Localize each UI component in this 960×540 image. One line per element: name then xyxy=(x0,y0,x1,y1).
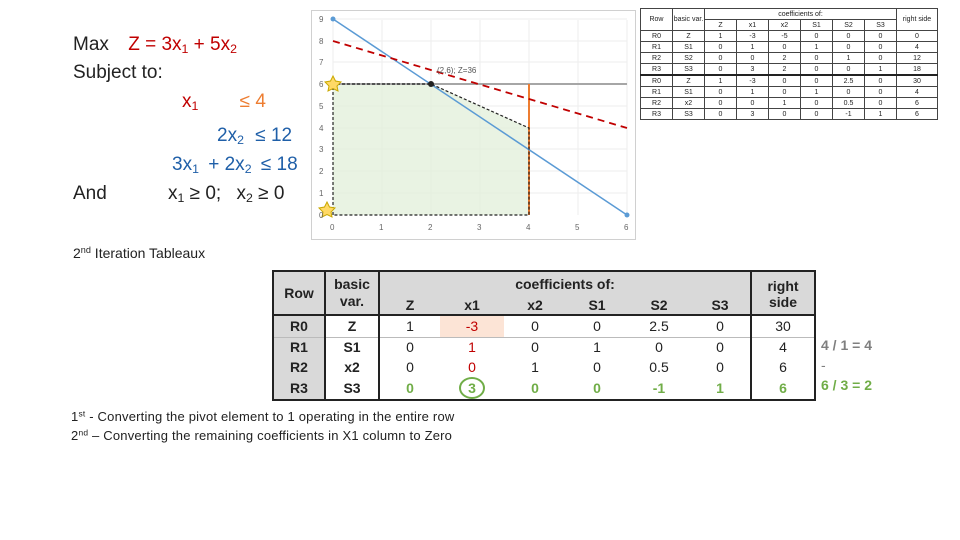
x-tick: 6 xyxy=(624,223,629,232)
max-label: Max xyxy=(73,34,109,55)
mini-basic-header: basic var. xyxy=(673,9,705,31)
cell: 1 xyxy=(531,359,539,375)
mini-cell: 12 xyxy=(897,53,938,64)
mini-cell: 0 xyxy=(801,109,833,120)
constraint-3-end-point xyxy=(625,213,630,218)
y-tick: 4 xyxy=(319,124,324,133)
mini-table-row xyxy=(641,53,938,64)
mini-cell: R0 xyxy=(641,75,673,87)
y-tick: 5 xyxy=(319,102,324,111)
c3-a: 3x xyxy=(172,154,193,175)
row-label: R0 xyxy=(273,315,325,337)
mini-cell: 0 xyxy=(705,87,737,98)
c3-rel: ≤ 18 xyxy=(260,154,298,175)
mini-cell: 0 xyxy=(769,42,801,53)
cell: 0.5 xyxy=(649,359,669,375)
mini-cell: S3 xyxy=(673,109,705,120)
mini-cell: x2 xyxy=(673,98,705,109)
row-label: R2 xyxy=(273,357,325,377)
mini-cell: 0 xyxy=(801,53,833,64)
cell: 0 xyxy=(566,377,628,400)
rhs-cell: 6 xyxy=(751,357,815,377)
x-tick: 0 xyxy=(330,223,335,232)
col-header-x1: x1 xyxy=(440,295,504,315)
mini-cell: 0 xyxy=(705,64,737,76)
mini-cell: 2 xyxy=(769,53,801,64)
main-tableau-table xyxy=(272,270,816,401)
mini-cell: 1 xyxy=(801,87,833,98)
nn-a-rel: ≥ 0; xyxy=(189,183,222,204)
mini-coef-header: coefficients of: xyxy=(705,9,897,20)
mini-table-row xyxy=(641,98,938,109)
cell: 0 xyxy=(655,339,663,356)
subject-to-label: Subject to: xyxy=(73,62,163,83)
mini-cell: 4 xyxy=(897,87,938,98)
note-1-sup: st xyxy=(78,408,86,419)
mini-tableau-table xyxy=(640,8,938,120)
mini-cell: 0 xyxy=(865,98,897,109)
x-tick: 4 xyxy=(526,223,531,232)
mini-cell: 3 xyxy=(737,64,769,76)
mini-cell: 0 xyxy=(833,64,865,76)
nonnegativity xyxy=(168,184,284,204)
main-tableau xyxy=(272,270,816,401)
mini-cell: 0 xyxy=(705,53,737,64)
cell: 0 xyxy=(716,339,724,356)
note-1 xyxy=(71,409,454,424)
mini-cell: 2.5 xyxy=(833,75,865,87)
cell: 0 xyxy=(379,377,440,400)
col-header-x2: x2 xyxy=(504,295,566,315)
mini-cell: 6 xyxy=(897,98,938,109)
and-label: And xyxy=(73,183,107,204)
mini-cell: 1 xyxy=(737,87,769,98)
cell: 0 xyxy=(531,339,539,356)
mini-cell: 0 xyxy=(865,87,897,98)
table-row-r3 xyxy=(273,377,815,400)
cell: 2.5 xyxy=(649,318,669,335)
cell: 0 xyxy=(593,359,601,375)
section-title-sup: nd xyxy=(80,245,91,255)
basic-var-header: basic var. xyxy=(325,271,379,315)
mini-cell: 3 xyxy=(737,109,769,120)
mini-col-header: S1 xyxy=(801,20,833,31)
basic-var: S1 xyxy=(325,337,379,357)
mini-table-row xyxy=(641,109,938,120)
rhs-cell: 4 xyxy=(751,337,815,357)
section-title-text: Iteration Tableaux xyxy=(90,245,206,261)
constraint-1 xyxy=(182,92,266,112)
mini-cell: -1 xyxy=(833,109,865,120)
mini-cell: -3 xyxy=(737,31,769,42)
mini-cell: R3 xyxy=(641,64,673,76)
mini-cell: -5 xyxy=(769,31,801,42)
row-header: Row xyxy=(273,271,325,315)
section-title xyxy=(73,245,205,261)
cell: 0 xyxy=(531,318,539,335)
mini-cell: 1 xyxy=(801,42,833,53)
cell-entering-x1: -3 xyxy=(440,315,504,337)
table-row-r2 xyxy=(273,357,815,377)
mini-table-row xyxy=(641,31,938,42)
note-1-num: 1 xyxy=(71,409,79,424)
mini-cell: 1 xyxy=(705,31,737,42)
mini-cell: 0 xyxy=(801,75,833,87)
mini-cell: -3 xyxy=(737,75,769,87)
mini-cell: S2 xyxy=(673,53,705,64)
section-title-pre: 2 xyxy=(73,245,81,261)
mini-cell: 0 xyxy=(897,31,938,42)
mini-table-row xyxy=(641,87,938,98)
x-tick: 2 xyxy=(428,223,433,232)
mini-cell: 1 xyxy=(705,75,737,87)
mini-table-row xyxy=(641,42,938,53)
mini-cell: 18 xyxy=(897,64,938,76)
mini-col-header: S3 xyxy=(865,20,897,31)
cell: 1 xyxy=(690,377,751,400)
table-row-r0 xyxy=(273,315,815,337)
nn-b-sub: 2 xyxy=(246,191,253,206)
ratio-r3: 6 / 3 = 2 xyxy=(821,377,872,393)
cell: 1 xyxy=(468,339,476,356)
mini-cell: Z xyxy=(673,31,705,42)
mini-cell: S1 xyxy=(673,87,705,98)
mini-cell: 0 xyxy=(865,31,897,42)
mini-cell: R2 xyxy=(641,98,673,109)
mini-cell: R3 xyxy=(641,109,673,120)
cell: 0 xyxy=(379,357,440,377)
mini-rhs-header: right side xyxy=(897,9,938,31)
mini-cell: R0 xyxy=(641,31,673,42)
y-tick: 9 xyxy=(319,15,324,24)
constraint-2 xyxy=(217,126,292,146)
c1-sub: 1 xyxy=(191,99,199,114)
row-label: R3 xyxy=(273,377,325,400)
mini-cell: S3 xyxy=(673,64,705,76)
mini-cell: 1 xyxy=(865,109,897,120)
x-tick: 1 xyxy=(379,223,384,232)
y-tick: 8 xyxy=(319,37,324,46)
c3-b-sub: 2 xyxy=(244,162,252,177)
mini-cell: 6 xyxy=(897,109,938,120)
col-header-s2: S2 xyxy=(628,295,690,315)
c2-lhs: 2x xyxy=(217,125,238,146)
cell: 0 xyxy=(716,318,724,335)
col-header-s1: S1 xyxy=(566,295,628,315)
cell: 0 xyxy=(468,359,476,375)
ratio-r1: 4 / 1 = 4 xyxy=(821,337,872,353)
mini-col-header: x1 xyxy=(737,20,769,31)
pivot-element: 3 xyxy=(459,377,485,399)
mini-cell: 30 xyxy=(897,75,938,87)
mini-cell: 0 xyxy=(801,31,833,42)
note-2-sup: nd xyxy=(78,427,89,438)
mini-cell: 4 xyxy=(897,42,938,53)
mini-col-header: S2 xyxy=(833,20,865,31)
note-2-num: 2 xyxy=(71,428,79,443)
basic-var: S3 xyxy=(325,377,379,400)
mini-cell: R1 xyxy=(641,42,673,53)
mini-table-row xyxy=(641,75,938,87)
constraint-3 xyxy=(172,155,298,175)
mini-cell: 1 xyxy=(865,64,897,76)
mini-cell: 0 xyxy=(769,109,801,120)
mini-cell: 0 xyxy=(705,42,737,53)
mini-cell: 0 xyxy=(801,64,833,76)
optimal-point xyxy=(428,81,434,87)
y-tick: 1 xyxy=(319,189,324,198)
x-tick: 3 xyxy=(477,223,482,232)
col-header-z: Z xyxy=(379,295,440,315)
rhs-header: right side xyxy=(751,271,815,315)
rhs-cell: 6 xyxy=(751,377,815,400)
optimal-point-label: (2,6); Z=36 xyxy=(437,66,477,75)
mini-cell: 0 xyxy=(833,31,865,42)
mini-col-header: Z xyxy=(705,20,737,31)
c3-b: + 2x xyxy=(208,154,245,175)
mini-table-row xyxy=(641,64,938,76)
coef-header: coefficients of: xyxy=(379,271,751,295)
y-tick: 7 xyxy=(319,58,324,67)
mini-cell: 1 xyxy=(833,53,865,64)
mini-cell: 0 xyxy=(865,75,897,87)
mini-cell: 0 xyxy=(737,98,769,109)
col-header-s3: S3 xyxy=(690,295,751,315)
basic-var: x2 xyxy=(325,357,379,377)
nn-b: x xyxy=(236,183,246,204)
mini-cell: 2 xyxy=(769,64,801,76)
note-2 xyxy=(71,428,452,443)
mini-cell: 1 xyxy=(737,42,769,53)
nn-b-rel: ≥ 0 xyxy=(258,183,285,204)
feasible-region-graph xyxy=(311,10,636,240)
pivot-cell xyxy=(440,377,504,400)
mini-cell: 1 xyxy=(769,98,801,109)
row-label: R1 xyxy=(273,337,325,357)
cell: 0 xyxy=(593,318,601,335)
mini-cell: 0 xyxy=(865,42,897,53)
basic-var: Z xyxy=(325,315,379,337)
mini-cell: R2 xyxy=(641,53,673,64)
mini-cell: 0 xyxy=(801,98,833,109)
x-tick: 5 xyxy=(575,223,580,232)
mini-cell: 0.5 xyxy=(833,98,865,109)
table-row-r1 xyxy=(273,337,815,357)
objective-line xyxy=(73,35,237,55)
y-tick: 6 xyxy=(319,80,324,89)
mini-cell: 0 xyxy=(705,109,737,120)
note-2-text: – Converting the remaining coefficients in X1 column to Zero xyxy=(88,428,453,443)
c2-sub: 2 xyxy=(237,133,244,148)
mini-cell: 0 xyxy=(769,75,801,87)
mini-cell: 0 xyxy=(769,87,801,98)
y-tick: 2 xyxy=(319,167,324,176)
note-1-text: - Converting the pivot element to 1 operating in the entire row xyxy=(85,409,455,424)
cell: 0 xyxy=(379,337,440,357)
cell: 0 xyxy=(716,359,724,375)
ratio-r2: - xyxy=(821,357,826,373)
cell: 0 xyxy=(504,377,566,400)
constraint-3-start-point xyxy=(331,17,336,22)
cell: -1 xyxy=(628,377,690,400)
mini-cell: 0 xyxy=(705,98,737,109)
mini-cell: 0 xyxy=(737,53,769,64)
cell: 1 xyxy=(379,315,440,337)
y-tick: 0 xyxy=(319,211,324,220)
mini-cell: 0 xyxy=(833,87,865,98)
rhs-cell: 30 xyxy=(751,315,815,337)
mini-tableau xyxy=(640,8,938,120)
c1-lhs: x xyxy=(182,91,192,112)
objective-function: $Z = 3x_1 + 5x_2$ xyxy=(128,34,237,57)
mini-col-header: x2 xyxy=(769,20,801,31)
mini-cell: 0 xyxy=(865,53,897,64)
y-tick: 3 xyxy=(319,145,324,154)
c2-rel: ≤ 12 xyxy=(255,125,293,146)
mini-cell: R1 xyxy=(641,87,673,98)
nn-a-sub: 1 xyxy=(177,191,185,206)
mini-cell: S1 xyxy=(673,42,705,53)
c1-rel: ≤ 4 xyxy=(239,91,266,112)
mini-row-header: Row xyxy=(641,9,673,31)
cell: 1 xyxy=(593,339,601,356)
mini-cell: Z xyxy=(673,75,705,87)
mini-cell: 0 xyxy=(833,42,865,53)
nn-a: x xyxy=(168,183,178,204)
c3-a-sub: 1 xyxy=(192,162,199,177)
